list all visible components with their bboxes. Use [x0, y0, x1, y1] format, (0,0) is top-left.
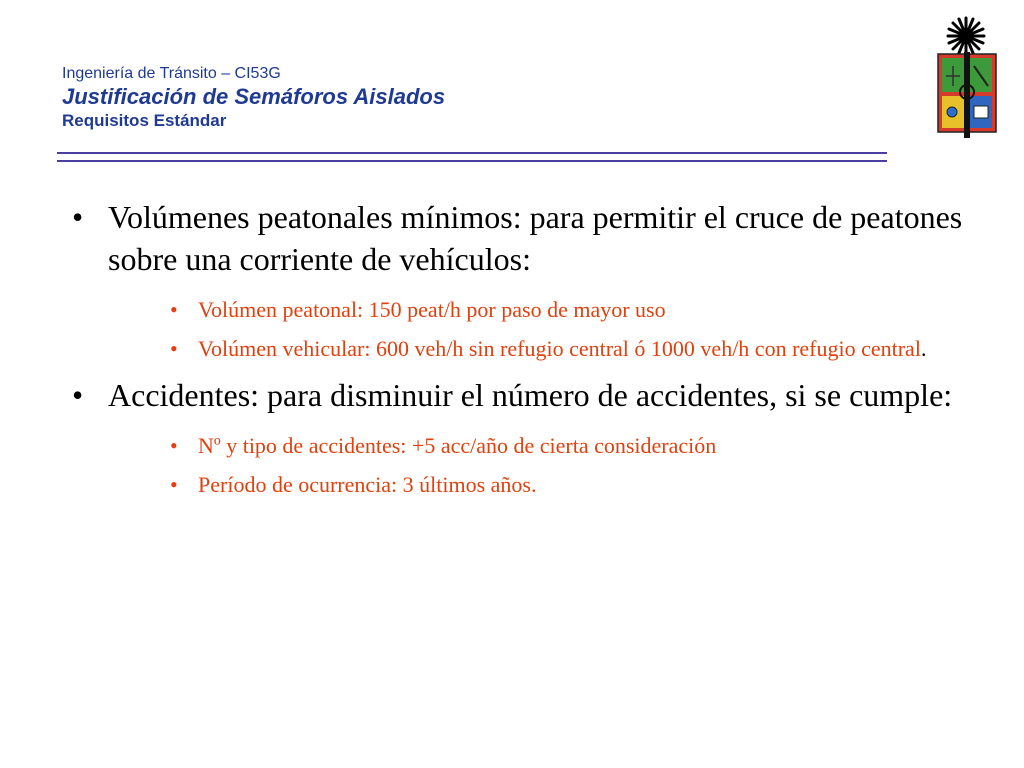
subitem-occurrence-period — [70, 469, 990, 500]
header-rule-bottom — [57, 160, 887, 162]
bullet-text: Accidentes: para disminuir el número de accidentes, si se cumple: — [108, 377, 953, 413]
subitem-accident-count — [70, 430, 990, 461]
bullet-icon: • — [170, 297, 178, 322]
university-coat-of-arms-icon — [930, 10, 1002, 138]
bullet-item-pedestrian-volumes — [70, 196, 990, 280]
bullet-icon: • — [72, 199, 84, 235]
subitem-suffix: . — [920, 336, 927, 361]
bullet-item-accidents — [70, 374, 990, 416]
header-rule-top — [57, 152, 887, 154]
bullet-icon: • — [170, 433, 178, 458]
bullet-icon: • — [72, 377, 84, 413]
subitem-vehicular-volume — [70, 333, 990, 364]
slide-subtitle: Requisitos Estándar — [62, 111, 227, 130]
slide-title: Justificación de Semáforos Aislados — [62, 84, 446, 109]
bullet-text: Volúmenes peatonales mínimos: para permitir el cruce de peatones sobre una corriente de vehículos: — [108, 199, 963, 277]
subitem-text: Nº y tipo de accidentes: +5 acc/año de cierta consideración — [198, 433, 717, 458]
course-name: Ingeniería de Tránsito – CI53G — [62, 65, 281, 82]
subitem-text: Volúmen vehicular: 600 veh/h sin refugio central ó 1000 veh/h con refugio central — [198, 336, 921, 361]
subitem-pedestrian-volume — [70, 294, 990, 325]
slide-header — [62, 64, 445, 131]
subitem-text: Volúmen peatonal: 150 peat/h por paso de mayor uso — [198, 297, 666, 322]
bullet-icon: • — [170, 472, 178, 497]
subitem-text: Período de ocurrencia: 3 últimos años. — [198, 472, 537, 497]
slide-content — [70, 196, 990, 500]
bullet-icon: • — [170, 336, 178, 361]
